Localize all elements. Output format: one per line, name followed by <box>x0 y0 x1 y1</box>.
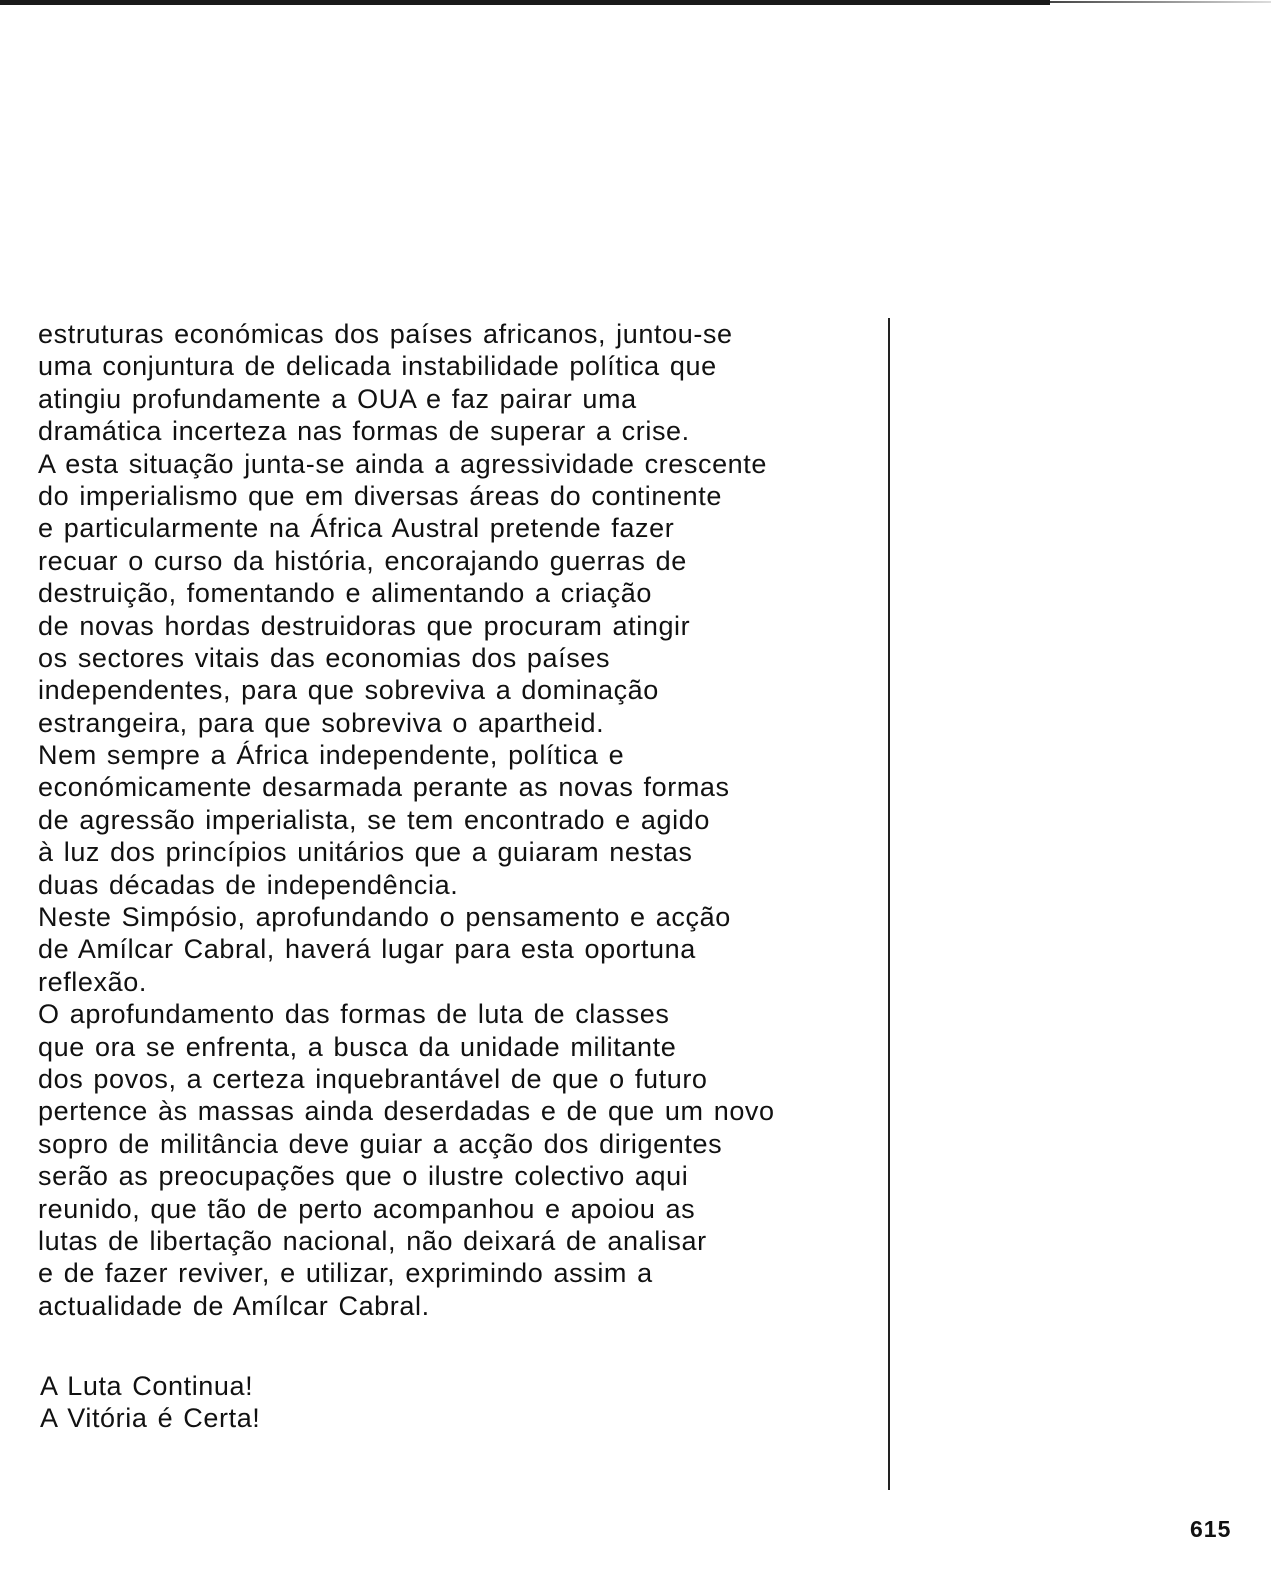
body-line: O aprofundamento das formas de luta de classes <box>38 999 670 1030</box>
body-line: Nem sempre a África independente, política e <box>38 740 625 771</box>
body-line: sopro de militância deve guiar a acção dos dirigentes <box>38 1128 723 1159</box>
body-line: independentes, para que sobreviva a dominação <box>38 675 659 706</box>
body-line: reflexão. <box>38 966 147 997</box>
body-line: destruição, fomentando e alimentando a criação <box>38 578 652 609</box>
body-line: económicamente desarmada perante as novas formas <box>38 772 730 803</box>
body-line: estrangeira, para que sobreviva o apartheid. <box>38 707 605 738</box>
body-line: os sectores vitais das economias dos países <box>38 642 611 673</box>
body-line: pertence às massas ainda deserdadas e de que um novo <box>38 1096 775 1127</box>
body-line: estruturas económicas dos países africanos, juntou-se <box>38 319 733 349</box>
body-line: atingiu profundamente a OUA e faz pairar uma <box>38 383 637 414</box>
top-rule <box>0 0 1050 5</box>
body-line: A esta situação junta-se ainda a agressividade crescente <box>38 448 768 479</box>
body-line: dos povos, a certeza inquebrantável de que o futuro <box>38 1063 708 1094</box>
body-line: recuar o curso da história, encorajando guerras de <box>38 545 687 576</box>
body-line: de agressão imperialista, se tem encontrado e agido <box>38 804 710 835</box>
closing-slogans <box>40 1370 260 1435</box>
body-line: do imperialismo que em diversas áreas do continente <box>38 480 722 511</box>
top-rule-fade <box>1050 1 1271 3</box>
body-line: de Amílcar Cabral, haverá lugar para esta oportuna <box>38 934 696 965</box>
page-number: 615 <box>1190 1516 1232 1542</box>
body-line: e particularmente na África Austral pretende fazer <box>38 513 675 544</box>
body-line: de novas hordas destruidoras que procuram atingir <box>38 610 691 641</box>
body-line: lutas de libertação nacional, não deixará de analisar <box>38 1225 707 1256</box>
body-line: reunido, que tão de perto acompanhou e apoiou as <box>38 1193 696 1224</box>
body-line: dramática incerteza nas formas de superar a crise. <box>38 416 690 447</box>
body-text <box>38 318 883 1322</box>
column-rule <box>888 318 890 1490</box>
body-line: que ora se enfrenta, a busca da unidade militante <box>38 1031 677 1062</box>
body-line: uma conjuntura de delicada instabilidade política que <box>38 351 717 382</box>
body-line: serão as preocupações que o ilustre colectivo aqui <box>38 1161 689 1192</box>
body-line: Neste Simpósio, aprofundando o pensamento e acção <box>38 902 731 933</box>
closing-line-vitoria: A Vitória é Certa! <box>40 1403 261 1434</box>
body-line: duas décadas de independência. <box>38 869 459 900</box>
body-line: à luz dos princípios unitários que a guiaram nestas <box>38 837 693 868</box>
body-line: e de fazer reviver, e utilizar, exprimindo assim a <box>38 1258 653 1289</box>
body-line: actualidade de Amílcar Cabral. <box>38 1290 430 1321</box>
closing-line-luta: A Luta Continua! <box>40 1371 254 1401</box>
